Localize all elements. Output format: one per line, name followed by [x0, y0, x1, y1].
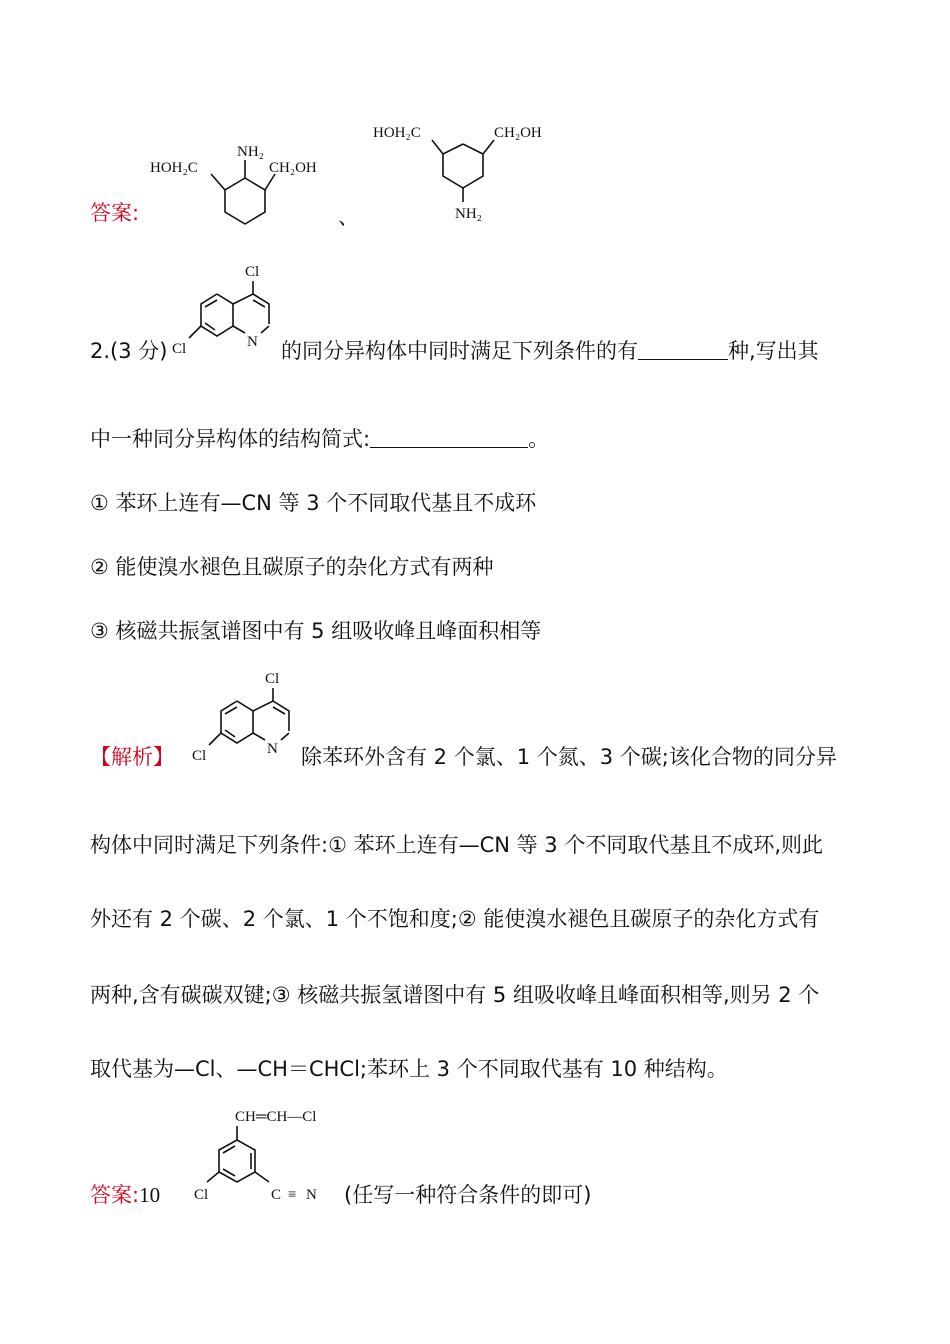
- cyclohexane-ring: [225, 178, 265, 224]
- cl-label: Cl: [194, 1187, 209, 1203]
- bond: [483, 140, 494, 154]
- bond: [432, 140, 443, 154]
- ch2oh-label: CH₂OH: [494, 125, 542, 141]
- benzene-ring: [219, 1140, 255, 1182]
- question-text: 种,写出其: [728, 339, 819, 363]
- product-molecule: [185, 1100, 335, 1210]
- ch2oh-label: CH₂OH: [269, 160, 317, 176]
- hoh2c-label: HOH₂C: [373, 125, 421, 141]
- triple-bond-label: ≡: [288, 1187, 297, 1203]
- analysis-line-2: 构体中同时满足下列条件:① 苯环上连有—CN 等 3 个不同取代基且不成环,则此: [90, 833, 824, 857]
- dichloroquinoline-molecule: [165, 260, 280, 360]
- bond: [253, 733, 265, 740]
- n-label: N: [267, 741, 278, 757]
- bond: [281, 733, 289, 740]
- answer-blank[interactable]: [370, 425, 528, 448]
- bond: [265, 174, 275, 190]
- nitrile-c-label: C: [271, 1187, 282, 1203]
- bond: [261, 326, 269, 333]
- condition-2: ② 能使溴水褪色且碳原子的杂化方式有两种: [90, 555, 494, 579]
- question-text: 的同分异构体中同时满足下列条件的有: [281, 339, 638, 363]
- bond: [207, 1172, 219, 1182]
- separator: 、: [338, 205, 359, 229]
- analysis-line-1: 除苯环外含有 2 个氯、1 个氮、3 个碳;该化合物的同分异: [301, 745, 837, 769]
- n-label: N: [247, 334, 258, 350]
- dichloroquinoline-molecule: [185, 667, 300, 767]
- hoh2c-label: HOH₂C: [150, 160, 198, 176]
- question-text: 。: [528, 427, 550, 451]
- pyridine-ring: [233, 294, 269, 324]
- answer-note: (任写一种符合条件的即可): [344, 1183, 592, 1207]
- answer-blank[interactable]: [638, 337, 728, 360]
- aminodiol-molecule-b: [370, 118, 570, 223]
- bond: [255, 1172, 269, 1182]
- bond: [189, 326, 201, 338]
- cyclohexane-ring: [443, 144, 483, 188]
- vinyl-chloride-label: CH═CH—Cl: [235, 1109, 317, 1125]
- bond: [233, 326, 245, 333]
- question-line-2: [90, 424, 549, 454]
- analysis-label: 【解析】: [90, 745, 174, 769]
- analysis-line-4: 两种,含有碳碳双键;③ 核磁共振氢谱图中有 5 组吸收峰且峰面积相等,则另 2 个: [90, 983, 820, 1007]
- nitrile-n-label: N: [306, 1187, 317, 1203]
- cl-label: Cl: [192, 748, 207, 764]
- condition-3: ③ 核磁共振氢谱图中有 5 组吸收峰且峰面积相等: [90, 619, 542, 643]
- answer-label: 答案:: [90, 1183, 140, 1207]
- answer-row: [90, 1180, 160, 1210]
- question-text: 中一种同分异构体的结构简式:: [90, 427, 371, 451]
- pyridine-ring: [253, 701, 289, 731]
- condition-1: ① 苯环上连有—CN 等 3 个不同取代基且不成环: [90, 491, 537, 515]
- aminodiol-molecule-a: [145, 140, 345, 225]
- nh2-label: NH₂: [237, 144, 264, 160]
- analysis-line-5: 取代基为—Cl、—CH＝CHCl;苯环上 3 个不同取代基有 10 种结构。: [90, 1057, 728, 1081]
- answer-value: 10: [139, 1183, 161, 1207]
- nh2-label: NH₂: [455, 206, 482, 222]
- bond: [211, 174, 225, 190]
- cl-label: Cl: [265, 671, 280, 687]
- question-line-1: [281, 336, 819, 366]
- analysis-line-3: 外还有 2 个碳、2 个氯、1 个不饱和度;② 能使溴水褪色且碳原子的杂化方式有: [90, 907, 820, 931]
- cl-label: Cl: [245, 264, 260, 280]
- answer-label: 答案:: [90, 201, 140, 225]
- bond: [209, 733, 221, 745]
- question-number: 2.(3 分): [90, 339, 168, 363]
- cl-label: Cl: [172, 341, 187, 357]
